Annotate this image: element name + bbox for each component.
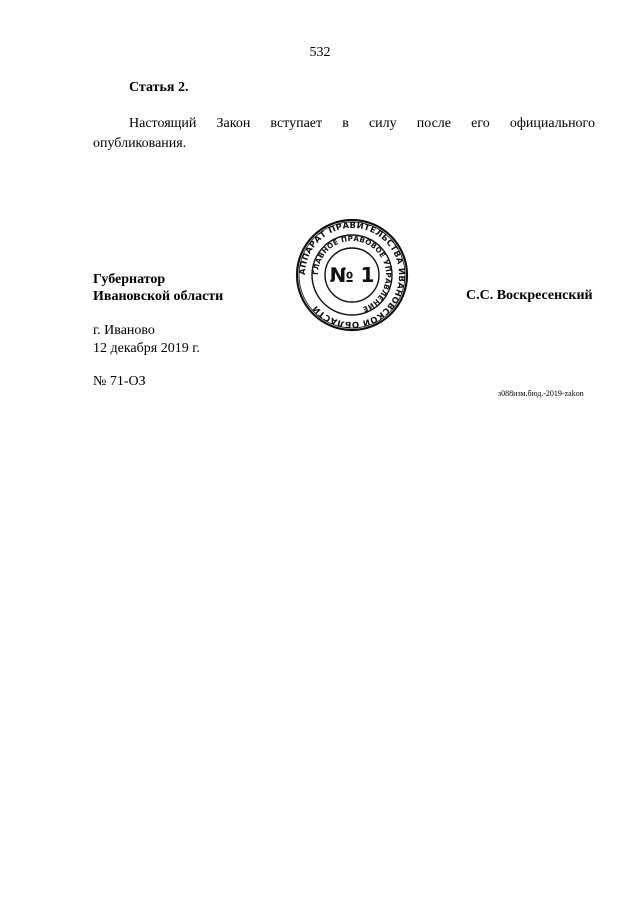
law-number: № 71-ОЗ <box>93 374 146 389</box>
article-title: Статья 2. <box>129 80 189 95</box>
paragraph-word: вступает <box>270 116 323 131</box>
paragraph-word: после <box>416 116 452 131</box>
seal-inner-text: ГЛАВНОЕ ПРАВОВОЕ УПРАВЛЕНИЕ <box>310 233 394 315</box>
official-seal-stamp <box>295 218 409 332</box>
paragraph-word: Настоящий <box>129 116 197 131</box>
page-number: 532 <box>309 45 331 60</box>
paragraph-line-1 <box>93 114 595 134</box>
paragraph-word: официального <box>509 116 595 131</box>
position-title: Губернатор <box>93 272 166 287</box>
signatory-position <box>93 271 223 305</box>
seal-outer-text: АППАРАТ ПРАВИТЕЛЬСТВА ИВАНОВСКОЙ ОБЛАСТИ <box>296 219 408 331</box>
article-paragraph <box>93 114 595 154</box>
date: 12 декабря 2019 г. <box>93 341 200 356</box>
paragraph-word: силу <box>368 116 397 131</box>
seal-center-number: № 1 <box>329 263 375 287</box>
paragraph-word: в <box>342 116 349 131</box>
seal-graphic <box>295 218 409 332</box>
paragraph-word: его <box>471 116 490 131</box>
place: г. Иваново <box>93 323 155 338</box>
place-and-date <box>93 322 200 358</box>
file-reference: з088изм.бюд.-2019-zakon <box>498 389 584 398</box>
position-region: Ивановской области <box>93 289 224 304</box>
paragraph-line-2: опубликования. <box>93 136 187 151</box>
signatory-name: С.С. Воскресенский <box>466 288 593 303</box>
paragraph-word: Закон <box>216 116 251 131</box>
